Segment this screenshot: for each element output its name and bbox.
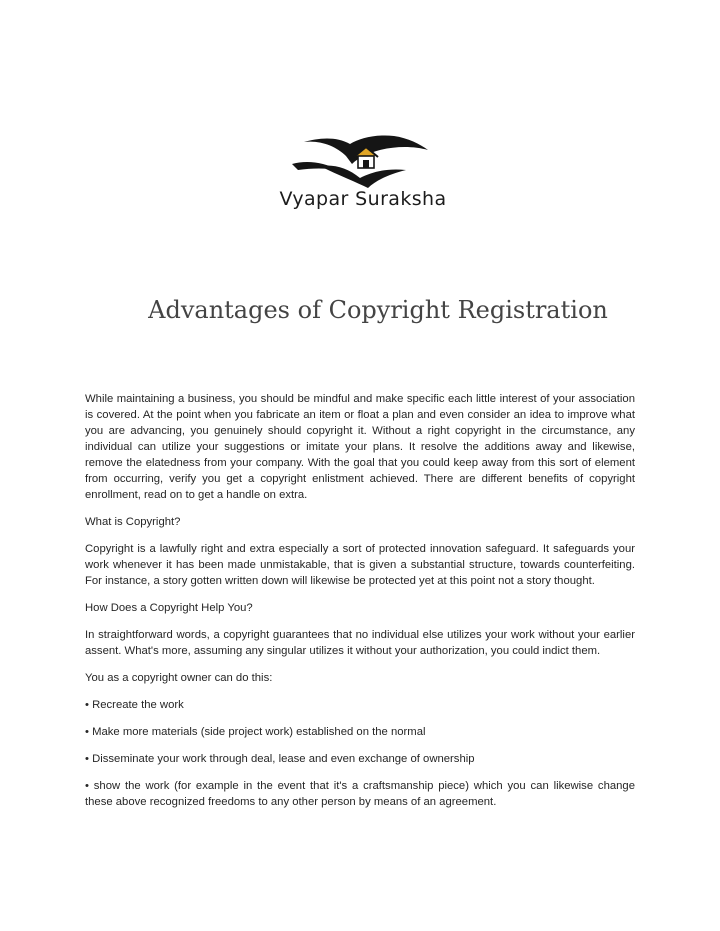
list-item: • Recreate the work xyxy=(85,699,184,711)
logo-text: Vyapar Suraksha xyxy=(279,188,447,210)
section-heading-how-copyright-helps: How Does a Copyright Help You? xyxy=(85,602,253,614)
list-item: • show the work (for example in the event that it's a craftsmanship piece) which you can likewise change these above recognized freedoms to any other person by means of an agreement. xyxy=(85,780,635,808)
owner-rights-lead: You as a copyright owner can do this: xyxy=(85,672,273,684)
intro-paragraph: While maintaining a business, you should be mindful and make specific each little interest of your association is covered. At the point when you fabricate an item or float a plan and even consider an idea to improve what you are advancing, you genuinely should copyright it. Without a right copyright in the circumstance, any individual can utilize your suggestions or imitate your plans. It resolve the additions away and likewise, remove the elatedness from your company. With the goal that you could keep away from this sort of element from occurring, verify you get a copyright enlistment achieved. There are different benefits of copyright enrollment, read on to get a handle on extra. xyxy=(85,393,635,501)
section-heading-what-is-copyright: What is Copyright? xyxy=(85,516,181,528)
list-item: • Make more materials (side project work) established on the normal xyxy=(85,726,426,738)
page-title: Advantages of Copyright Registration xyxy=(148,296,608,324)
list-item: • Disseminate your work through deal, lease and even exchange of ownership xyxy=(85,753,475,765)
hands-house-icon xyxy=(290,134,436,190)
copyright-help-paragraph: In straightforward words, a copyright guarantees that no individual else utilizes your work without your earlier assent. What's more, assuming any singular utilizes it without your authorization, you could indict them. xyxy=(85,629,635,657)
copyright-definition-paragraph: Copyright is a lawfully right and extra especially a sort of protected innovation safeguard. It safeguards your work whenever it has been made unmistakable, that is given a substantial structure, towards counterfeiting. For instance, a story gotten written down will likewise be protected yet at this point not a story thought. xyxy=(85,543,635,587)
document-body xyxy=(85,391,635,821)
logo xyxy=(268,134,458,218)
